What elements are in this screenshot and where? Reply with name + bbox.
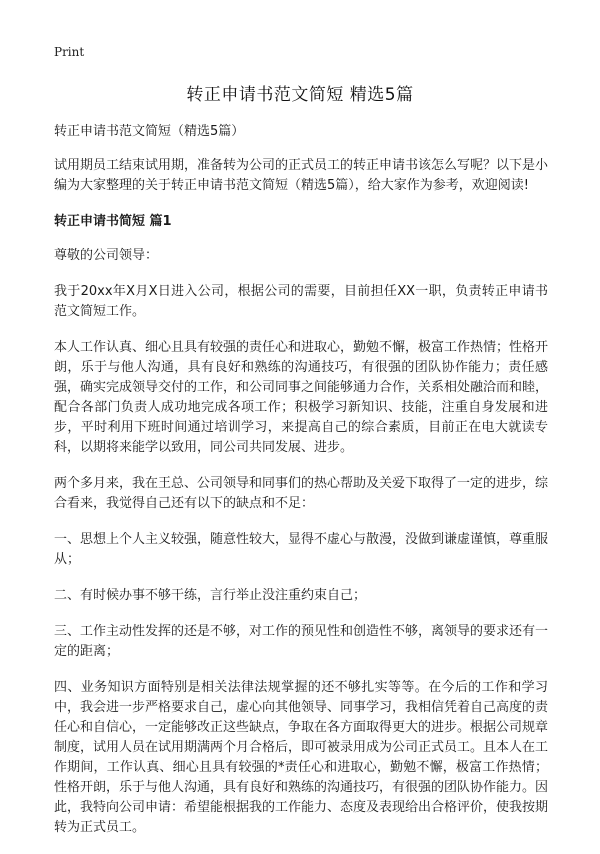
- print-label: Print: [54, 45, 85, 59]
- list-item: 二、有时候办事不够干练，言行举止没注重约束自己；: [54, 588, 367, 603]
- intro-paragraph: 试用期员工结束试用期，准备转为公司的正式员工的转正申请书该怎么写呢？以下是小编为大家整理的关于转正申请书范文简短（精选5篇），给大家作为参考，欢迎阅读!: [54, 158, 549, 193]
- salutation: 尊敬的公司领导：: [54, 248, 159, 263]
- list-item: 四、业务知识方面特别是相关法律法规掌握的还不够扎实等等。在今后的工作和学习中，我会进一步严格要求自己，虚心向其他领导、同事学习，我相信凭着自己高度的责任心和自信心，一定能够改正这些缺点，争取在各方面取得更大的进步。根据公司规章制度，试用人员在试用期满两个月合格后，即可被录用成为公司正式员工。且本人在工作期间，工作认真、细心且具有较强的*责任心和进取心，勤勉不懈，极富工作热情；性格开朗，乐于与他人沟通，具有良好和熟练的沟通技巧，有很强的团队协作能力。因此，我特向公司申请：希望能根据我的工作能力、态度及表现给出合格评价，使我按期转为正式员工。: [54, 680, 549, 835]
- article-body: [54, 122, 548, 854]
- article-subtitle: 转正申请书范文简短（精选5篇）: [54, 124, 245, 139]
- body-paragraph: 两个多月来，我在王总、公司领导和同事们的热心帮助及关爱下取得了一定的进步，综合看来，我觉得自己还有以下的缺点和不足：: [54, 476, 549, 511]
- list-item: 三、工作主动性发挥的还是不够，对工作的预见性和创造性不够，离领导的要求还有一定的距离；: [54, 624, 549, 659]
- body-paragraph: 我于20xx年X月X日进入公司，根据公司的需要，目前担任XX一职，负责转正申请书范文简短工作。: [54, 284, 548, 319]
- section-heading: 转正申请书简短 篇1: [54, 214, 172, 229]
- body-paragraph: 本人工作认真、细心且具有较强的责任心和进取心，勤勉不懈，极富工作热情；性格开朗，乐于与他人沟通，具有良好和熟练的沟通技巧，有很强的团队协作能力；责任感强，确实完成领导交付的工作，和公司同事之间能够通力合作，关系相处融洽而和睦，配合各部门负责人成功地完成各项工作；积极学习新知识、技能，注重自身发展和进步，平时利用下班时间通过培训学习，来提高自己的综合素质，目前正在电大就读专科，以期将来能学以致用，同公司共同发展、进步。: [54, 340, 549, 455]
- page-title: 转正申请书范文简短 精选5篇: [186, 85, 414, 105]
- list-item: 一、思想上个人主义较强，随意性较大，显得不虚心与散漫，没做到谦虚谨慎，尊重服从；: [54, 532, 549, 567]
